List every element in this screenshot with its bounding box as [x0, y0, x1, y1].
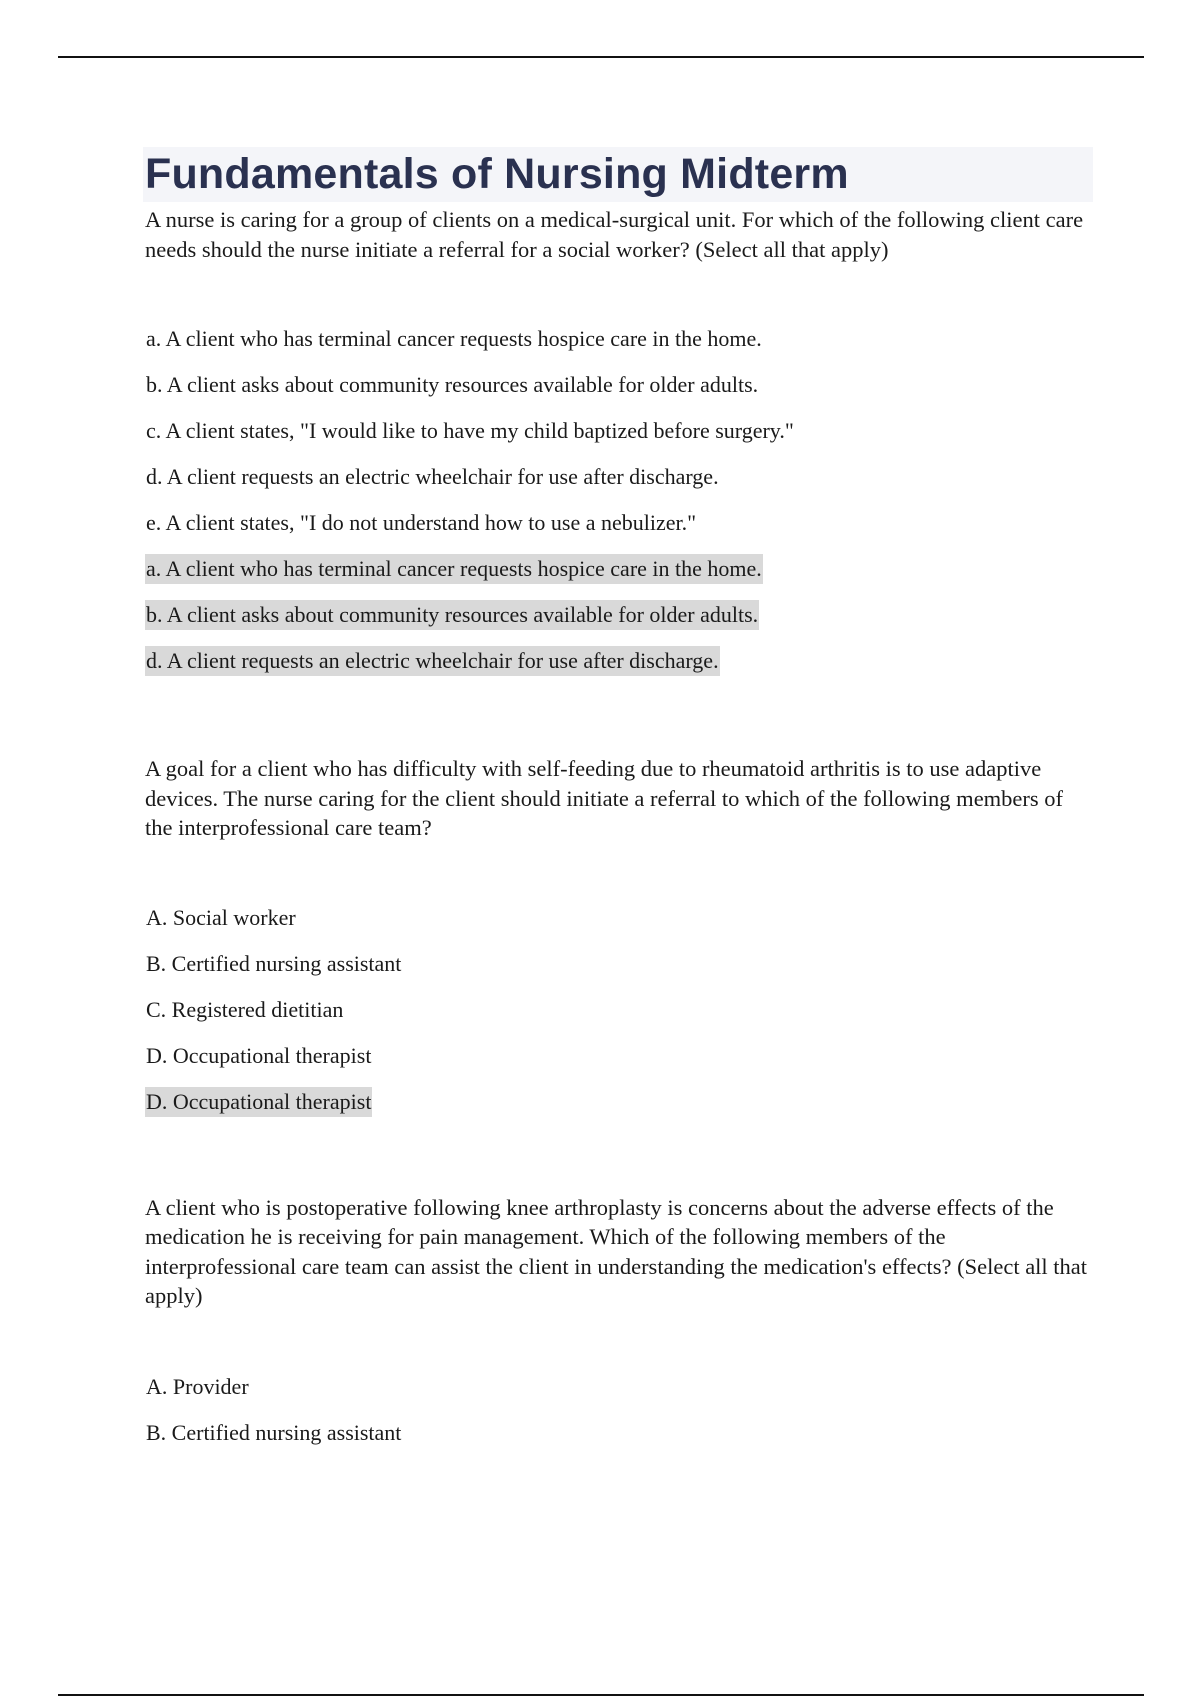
question-1-answer: d. A client requests an electric wheelchair for use after discharge.	[145, 646, 1095, 692]
question-1-options	[145, 324, 1095, 692]
question-1-option: c. A client states, "I would like to have my child baptized before surgery."	[146, 418, 794, 443]
document-title: Fundamentals of Nursing Midterm	[145, 150, 849, 198]
footer-rule	[58, 1694, 1144, 1696]
question-3-option: B. Certified nursing assistant	[146, 1419, 402, 1445]
question-1-answer: a. A client who has terminal cancer requests hospice care in the home.	[145, 554, 1095, 600]
question-1-option: d. A client requests an electric wheelchair for use after discharge.	[146, 464, 719, 489]
question-3-option: A. Provider	[146, 1373, 249, 1399]
question-2-option: C. Registered dietitian	[146, 996, 344, 1022]
question-1-option: b. A client asks about community resources available for older adults.	[146, 372, 759, 397]
header-rule	[58, 56, 1144, 58]
question-2-answer: D. Occupational therapist	[145, 1087, 1095, 1133]
question-1-option: a. A client who has terminal cancer requests hospice care in the home.	[146, 326, 762, 351]
question-2-option: D. Occupational therapist	[146, 1042, 372, 1068]
question-1-answer: b. A client asks about community resources available for older adults.	[145, 600, 1095, 646]
document-page	[145, 147, 1095, 1464]
title-bar	[143, 147, 1093, 202]
question-2-option: A. Social worker	[146, 904, 296, 930]
question-3-prompt: A client who is postoperative following knee arthroplasty is concerns about the adverse effects of the medication he is receiving for pain management. Which of the following members of the interprofessional care team can assist the client in understanding the medication's effects? (Select all that apply)	[145, 1194, 1088, 1308]
question-3-options	[145, 1372, 1095, 1464]
question-1-prompt: A nurse is caring for a group of clients on a medical-surgical unit. For which of the following client care needs should the nurse initiate a referral for a social worker? (Select all that apply)	[145, 207, 1084, 262]
question-2-prompt: A goal for a client who has difficulty with self-feeding due to rheumatoid arthritis is to use adaptive devices. The nurse caring for the client should initiate a referral to which of the following members of the interprofessional care team?	[145, 756, 1064, 840]
question-2-options	[145, 903, 1095, 1133]
question-1-option: e. A client states, "I do not understand how to use a nebulizer."	[146, 510, 697, 535]
question-2-option: B. Certified nursing assistant	[146, 950, 402, 976]
